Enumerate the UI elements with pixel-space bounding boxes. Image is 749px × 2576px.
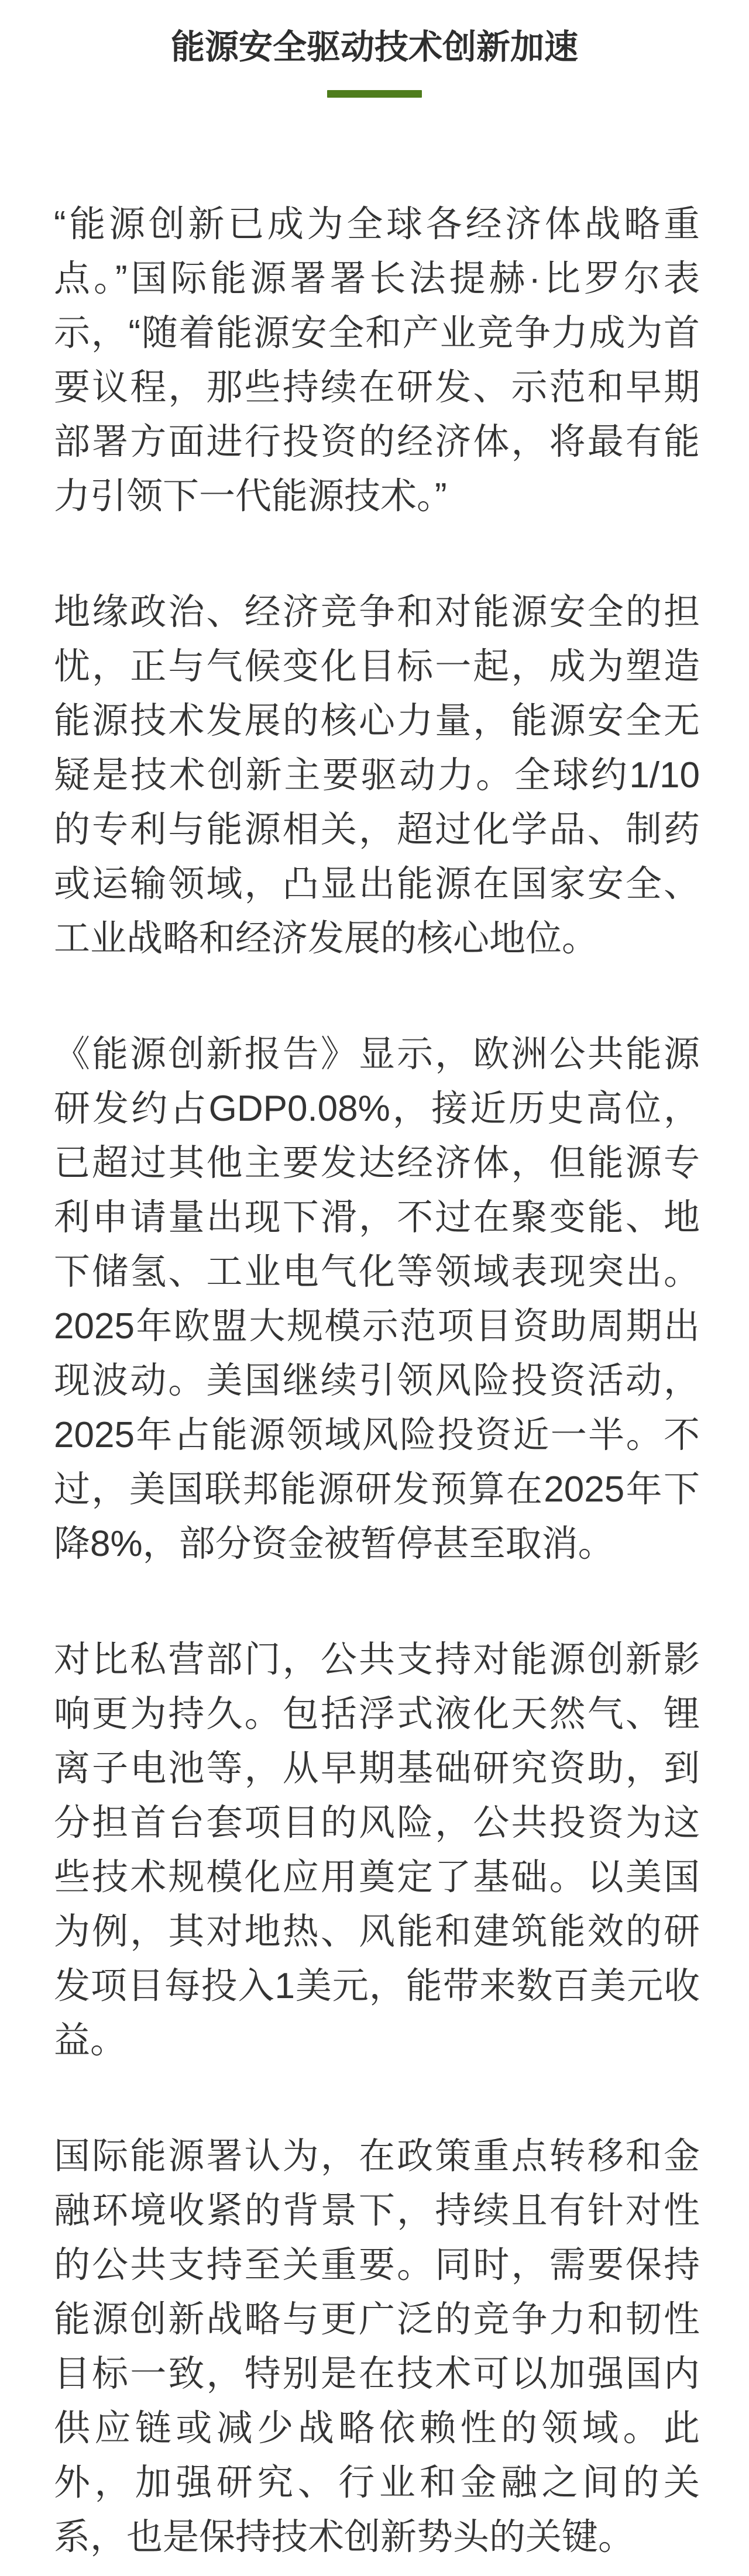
title-divider — [327, 90, 422, 98]
paragraph-3: 《能源创新报告》显示，欧洲公共能源研发约占GDP0.08%，接近历史高位，已超过其他主要发达经济体，但能源专利申请量出现下滑，不过在聚变能、地下储氢、工业电气化等领域表现突出。2025年欧盟大规模示范项目资助周期出现波动。美国继续引领风险投资活动，2025年占能源领域风险投资近一半。不过，美国联邦能源研发预算在2025年下降8%，部分资金被暂停甚至取消。 — [54, 1034, 700, 1564]
article-title: 能源安全驱动技术创新加速 — [170, 28, 578, 66]
paragraph-1: “能源创新已成为全球各经济体战略重点。”国际能源署署长法提赫·比罗尔表示，“随着能源安全和产业竞争力成为首要议程，那些持续在研发、示范和早期部署方面进行投资的经济体，将最有能力引领下一代能源技术。” — [54, 204, 700, 516]
paragraph-5: 国际能源署认为，在政策重点转移和金融环境收紧的背景下，持续且有针对性的公共支持至关重要。同时，需要保持能源创新战略与更广泛的竞争力和韧性目标一致，特别是在技术可以加强国内供应链或减少战略依赖性的领域。此外，加强研究、行业和金融之间的关系，也是保持技术创新势头的关键。 — [54, 2136, 700, 2557]
paragraph-4: 对比私营部门，公共支持对能源创新影响更为持久。包括浮式液化天然气、锂离子电池等，从早期基础研究资助，到分担首台套项目的风险，公共投资为这些技术规模化应用奠定了基础。以美国为例，其对地热、风能和建筑能效的研发项目每投入1美元，能带来数百美元收益。 — [54, 1640, 700, 2061]
article-body — [0, 197, 749, 2576]
paragraph-2: 地缘政治、经济竞争和对能源安全的担忧，正与气候变化目标一起，成为塑造能源技术发展的核心力量，能源安全无疑是技术创新主要驱动力。全球约1/10的专利与能源相关，超过化学品、制药或运输领域，凸显出能源在国家安全、工业战略和经济发展的核心地位。 — [54, 592, 700, 959]
